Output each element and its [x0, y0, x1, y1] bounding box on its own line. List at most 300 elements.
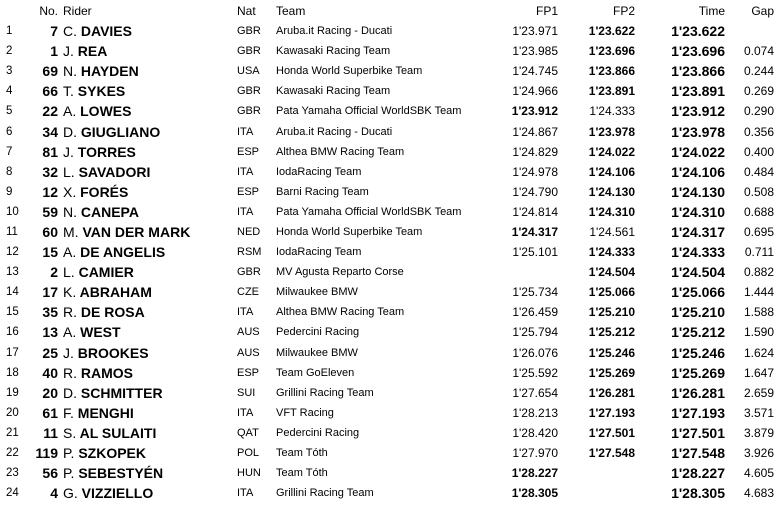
- row-rider: [61, 121, 237, 141]
- row-nat: USA: [237, 65, 260, 78]
- table-row: [0, 282, 782, 302]
- row-fp1: 1'26.459: [512, 305, 558, 320]
- row-rider: [61, 202, 237, 222]
- row-team: Honda World Superbike Team: [276, 225, 423, 238]
- row-time: 1'27.501: [671, 424, 725, 441]
- row-number: 22: [42, 103, 58, 120]
- rider-surname: CAMIER: [78, 264, 134, 281]
- row-gap: 1.647: [743, 365, 774, 380]
- row-nat: ITA: [237, 165, 254, 178]
- rider-surname: MENGHI: [77, 404, 134, 421]
- row-fp1: 1'28.420: [512, 425, 558, 440]
- row-team: Althea BMW Racing Team: [276, 145, 405, 158]
- row-rider: [61, 81, 237, 101]
- row-rider: [61, 282, 237, 302]
- row-number: 20: [42, 384, 58, 401]
- row-nat: ITA: [237, 205, 254, 218]
- row-fp2: 1'24.333: [589, 104, 635, 119]
- row-pos: 4: [6, 85, 13, 98]
- row-fp1: 1'23.912: [511, 104, 558, 119]
- row-team: Milwaukee BMW: [276, 286, 358, 299]
- row-rider: [61, 142, 237, 162]
- row-nat: CZE: [237, 286, 259, 299]
- row-fp1: 1'28.213: [512, 405, 558, 420]
- rider-initial: C.: [63, 23, 77, 40]
- row-gap: 3.879: [743, 425, 774, 440]
- row-team: Pedercini Racing: [276, 326, 360, 339]
- row-pos: 21: [6, 426, 19, 439]
- row-fp1: 1'28.305: [511, 486, 558, 501]
- row-team: Team Tóth: [276, 467, 328, 480]
- row-gap: 4.683: [743, 486, 774, 501]
- table-row: [0, 202, 782, 222]
- row-rider: [61, 483, 237, 503]
- row-time: 1'24.317: [671, 223, 725, 240]
- row-time: 1'24.310: [671, 203, 725, 220]
- row-fp2: 1'27.501: [588, 425, 635, 440]
- row-number: 35: [42, 304, 58, 321]
- row-nat: ESP: [237, 145, 260, 158]
- row-fp1: 1'27.970: [512, 446, 558, 461]
- row-time: 1'27.193: [671, 404, 725, 421]
- header-row: [0, 0, 782, 21]
- row-pos: 1: [6, 25, 13, 38]
- rider-initial: R.: [63, 304, 77, 321]
- row-rider: [61, 403, 237, 423]
- row-team: Aruba.it Racing - Ducati: [276, 125, 393, 138]
- table-row: [0, 322, 782, 342]
- row-gap: 1.624: [743, 345, 774, 360]
- rider-surname: SCHMITTER: [80, 384, 163, 401]
- row-number: 119: [35, 445, 58, 462]
- row-team: Team Tóth: [276, 447, 328, 460]
- rider-initial: N.: [63, 63, 77, 80]
- row-nat: GBR: [237, 85, 261, 98]
- rider-initial: D.: [63, 384, 77, 401]
- row-fp1: 1'25.592: [512, 365, 558, 380]
- row-gap: [725, 21, 782, 41]
- rider-initial: T.: [63, 83, 74, 100]
- row-fp2: 1'23.622: [588, 24, 635, 39]
- row-nat: SUI: [237, 386, 256, 399]
- row-team: MV Agusta Reparto Corse: [276, 266, 404, 279]
- row-time: 1'25.246: [671, 344, 725, 361]
- rider-initial: J.: [63, 143, 74, 160]
- row-rider: [61, 322, 237, 342]
- table-row: [0, 142, 782, 162]
- row-gap: 0.290: [743, 104, 774, 119]
- rider-initial: G.: [63, 485, 78, 502]
- row-team: Kawasaki Racing Team: [276, 85, 391, 98]
- table-row: [0, 121, 782, 141]
- table-row: [0, 182, 782, 202]
- table-row: [0, 302, 782, 322]
- header-nat: Nat: [237, 3, 256, 18]
- row-fp2: 1'24.130: [588, 184, 635, 199]
- row-number: 66: [42, 83, 58, 100]
- row-fp2: 1'24.106: [588, 164, 635, 179]
- table-row: [0, 21, 782, 41]
- row-time: 1'24.130: [671, 183, 725, 200]
- row-number: 69: [42, 63, 58, 80]
- rider-initial: J.: [63, 43, 74, 60]
- row-rider: [61, 363, 237, 383]
- rider-surname: HAYDEN: [80, 63, 139, 80]
- row-fp1: 1'25.101: [512, 245, 558, 260]
- table-row: [0, 242, 782, 262]
- rider-surname: BROOKES: [77, 344, 149, 361]
- row-number: 1: [50, 43, 58, 60]
- row-time: 1'26.281: [671, 384, 725, 401]
- row-number: 12: [42, 183, 58, 200]
- row-time: 1'24.504: [671, 264, 725, 281]
- rider-surname: TORRES: [77, 143, 136, 160]
- row-team: Barni Racing Team: [276, 185, 369, 198]
- row-pos: 22: [6, 447, 19, 460]
- table-row: [0, 162, 782, 182]
- row-fp2: 1'25.066: [588, 285, 635, 300]
- rider-surname: VAN DER MARK: [82, 223, 191, 240]
- row-number: 81: [42, 143, 58, 160]
- row-time: 1'24.106: [671, 163, 725, 180]
- table-row: [0, 222, 782, 242]
- table-row: [0, 101, 782, 121]
- row-fp2: 1'25.246: [588, 345, 635, 360]
- row-fp2: 1'24.333: [588, 245, 635, 260]
- row-time: 1'25.210: [671, 304, 725, 321]
- rider-surname: DE ROSA: [80, 304, 145, 321]
- row-gap: 0.688: [743, 204, 774, 219]
- rider-surname: ABRAHAM: [79, 284, 152, 301]
- table-row: [0, 363, 782, 383]
- row-time: 1'23.891: [671, 83, 725, 100]
- rider-initial: S.: [63, 424, 77, 441]
- row-gap: 0.882: [743, 265, 774, 280]
- row-rider: [61, 21, 237, 41]
- rider-initial: P.: [63, 465, 75, 482]
- row-number: 13: [42, 324, 58, 341]
- row-rider: [61, 262, 237, 282]
- row-pos: 12: [6, 246, 19, 259]
- row-pos: 23: [6, 467, 19, 480]
- rider-surname: RAMOS: [80, 364, 134, 381]
- rider-surname: SZKOPEK: [78, 445, 147, 462]
- row-time: 1'23.696: [671, 43, 725, 60]
- row-gap: 0.695: [743, 224, 774, 239]
- row-nat: GBR: [237, 105, 261, 118]
- row-time: 1'25.269: [671, 364, 725, 381]
- table-row: [0, 443, 782, 463]
- row-pos: 10: [6, 205, 19, 218]
- row-team: IodaRacing Team: [276, 165, 362, 178]
- row-pos: 16: [6, 326, 19, 339]
- header-time: Time: [698, 3, 725, 18]
- rider-surname: GIUGLIANO: [80, 123, 161, 140]
- rider-initial: K.: [63, 284, 77, 301]
- header-team: Team: [276, 3, 306, 18]
- row-team: VFT Racing: [276, 406, 334, 419]
- row-team: Team GoEleven: [276, 366, 355, 379]
- table-row: [0, 343, 782, 363]
- rider-initial: D.: [63, 123, 77, 140]
- row-fp1: 1'24.978: [512, 164, 558, 179]
- row-fp2: [558, 483, 635, 503]
- row-number: 60: [42, 223, 58, 240]
- row-fp1: 1'24.790: [512, 184, 558, 199]
- row-number: 25: [42, 344, 58, 361]
- rider-initial: X.: [63, 183, 77, 200]
- row-fp2: 1'27.193: [588, 405, 635, 420]
- row-time: 1'25.066: [671, 284, 725, 301]
- row-number: 59: [42, 203, 58, 220]
- row-rider: [61, 443, 237, 463]
- row-nat: GBR: [237, 25, 261, 38]
- row-fp1: 1'25.734: [512, 285, 558, 300]
- rider-initial: N.: [63, 203, 77, 220]
- row-time: 1'24.333: [671, 244, 725, 261]
- row-time: 1'27.548: [671, 445, 725, 462]
- row-rider: [61, 343, 237, 363]
- rider-initial: M.: [63, 223, 79, 240]
- row-number: 40: [42, 364, 58, 381]
- row-number: 7: [50, 23, 58, 40]
- row-gap: 1.588: [743, 305, 774, 320]
- row-fp2: 1'25.212: [588, 325, 635, 340]
- row-fp2: 1'24.561: [589, 224, 635, 239]
- row-rider: [61, 222, 237, 242]
- row-pos: 7: [6, 145, 13, 158]
- row-pos: 8: [6, 165, 13, 178]
- row-pos: 3: [6, 65, 13, 78]
- row-nat: GBR: [237, 45, 261, 58]
- row-fp2: 1'25.210: [588, 305, 635, 320]
- rider-initial: A.: [63, 244, 77, 261]
- row-pos: 5: [6, 105, 13, 118]
- row-fp1: 1'23.971: [512, 24, 558, 39]
- row-rider: [61, 162, 237, 182]
- row-fp2: 1'23.891: [588, 84, 635, 99]
- row-rider: [61, 101, 237, 121]
- row-fp1: 1'28.227: [511, 466, 558, 481]
- row-fp1: 1'24.745: [512, 64, 558, 79]
- row-number: 32: [42, 163, 58, 180]
- row-number: 2: [50, 264, 58, 281]
- row-fp1: 1'24.966: [512, 84, 558, 99]
- row-gap: 0.484: [743, 164, 774, 179]
- row-pos: 24: [6, 487, 19, 500]
- row-number: 15: [42, 244, 58, 261]
- row-nat: POL: [237, 447, 260, 460]
- row-pos: 6: [6, 125, 13, 138]
- row-team: Pata Yamaha Official WorldSBK Team: [276, 105, 462, 118]
- row-gap: 1.590: [743, 325, 774, 340]
- table-body: [0, 21, 782, 503]
- rider-initial: A.: [63, 324, 77, 341]
- row-number: 56: [42, 465, 58, 482]
- row-team: Grillini Racing Team: [276, 487, 374, 500]
- row-pos: 17: [6, 346, 19, 359]
- header-fp2: FP2: [612, 3, 635, 18]
- rider-surname: SYKES: [77, 83, 126, 100]
- row-nat: GBR: [237, 266, 261, 279]
- table-row: [0, 61, 782, 81]
- row-team: IodaRacing Team: [276, 246, 362, 259]
- row-number: 34: [42, 123, 58, 140]
- rider-surname: LOWES: [80, 103, 132, 120]
- row-nat: ITA: [237, 306, 254, 319]
- row-nat: AUS: [237, 326, 260, 339]
- row-gap: 0.711: [744, 245, 774, 260]
- rider-surname: REA: [77, 43, 108, 60]
- rider-surname: DAVIES: [80, 23, 132, 40]
- row-pos: 2: [6, 45, 13, 58]
- row-fp2: 1'23.978: [588, 124, 635, 139]
- row-fp2: 1'24.504: [588, 265, 635, 280]
- row-team: Pata Yamaha Official WorldSBK Team: [276, 205, 462, 218]
- row-gap: 2.659: [743, 385, 774, 400]
- row-fp1: 1'25.794: [512, 325, 558, 340]
- row-time: 1'28.305: [671, 485, 725, 502]
- row-time: 1'24.022: [671, 143, 725, 160]
- table-row: [0, 483, 782, 503]
- table-row: [0, 41, 782, 61]
- row-team: Grillini Racing Team: [276, 386, 374, 399]
- row-gap: 0.356: [743, 124, 774, 139]
- row-rider: [61, 61, 237, 81]
- row-number: 61: [42, 404, 58, 421]
- row-time: 1'23.912: [671, 103, 725, 120]
- header-pos: [0, 0, 28, 21]
- rider-surname: CANEPA: [80, 203, 139, 220]
- row-time: 1'28.227: [671, 465, 725, 482]
- row-fp1: 1'23.985: [512, 44, 558, 59]
- row-nat: ESP: [237, 366, 260, 379]
- row-fp1: 1'24.317: [511, 224, 558, 239]
- rider-initial: A.: [63, 103, 77, 120]
- rider-surname: DE ANGELIS: [80, 244, 166, 261]
- row-nat: QAT: [237, 426, 259, 439]
- row-gap: 3.926: [743, 446, 774, 461]
- row-nat: ITA: [237, 487, 254, 500]
- row-pos: 15: [6, 306, 19, 319]
- row-pos: 20: [6, 406, 19, 419]
- row-rider: [61, 383, 237, 403]
- row-fp2: 1'23.866: [588, 64, 635, 79]
- rider-surname: WEST: [80, 324, 121, 341]
- rider-surname: AL SULAITI: [79, 424, 157, 441]
- row-rider: [61, 463, 237, 483]
- table-row: [0, 403, 782, 423]
- row-fp2: 1'24.022: [588, 144, 635, 159]
- row-nat: HUN: [237, 467, 261, 480]
- rider-initial: L.: [63, 163, 75, 180]
- row-time: 1'25.212: [671, 324, 725, 341]
- row-pos: 18: [6, 366, 19, 379]
- row-team: Honda World Superbike Team: [276, 65, 423, 78]
- rider-initial: R.: [63, 364, 77, 381]
- row-fp1: 1'26.076: [512, 345, 558, 360]
- row-pos: 13: [6, 266, 19, 279]
- rider-initial: J.: [63, 344, 74, 361]
- row-rider: [61, 41, 237, 61]
- row-gap: 3.571: [743, 405, 774, 420]
- rider-initial: F.: [63, 404, 74, 421]
- rider-surname: VIZZIELLO: [81, 485, 154, 502]
- row-gap: 0.244: [743, 64, 774, 79]
- row-fp2: [558, 463, 635, 483]
- header-rider: Rider: [63, 3, 92, 18]
- table-row: [0, 423, 782, 443]
- table-row: [0, 81, 782, 101]
- rider-surname: SEBESTYÉN: [78, 465, 164, 482]
- table-row: [0, 463, 782, 483]
- rider-surname: SAVADORI: [78, 163, 151, 180]
- row-nat: AUS: [237, 346, 260, 359]
- row-fp2: 1'23.696: [588, 44, 635, 59]
- row-time: 1'23.622: [671, 23, 725, 40]
- row-time: 1'23.866: [671, 63, 725, 80]
- table-row: [0, 383, 782, 403]
- row-nat: ITA: [237, 125, 254, 138]
- row-nat: ESP: [237, 185, 260, 198]
- row-pos: 14: [6, 286, 19, 299]
- row-rider: [61, 302, 237, 322]
- row-team: Kawasaki Racing Team: [276, 45, 391, 58]
- row-number: 4: [50, 485, 58, 502]
- row-fp1: [476, 262, 558, 282]
- row-fp1: 1'24.867: [512, 124, 558, 139]
- header-gap: Gap: [751, 3, 774, 18]
- row-number: 11: [43, 424, 58, 441]
- row-fp1: 1'24.829: [512, 144, 558, 159]
- row-time: 1'23.978: [671, 123, 725, 140]
- header-fp1: FP1: [535, 3, 558, 18]
- row-team: Aruba.it Racing - Ducati: [276, 25, 393, 38]
- row-team: Milwaukee BMW: [276, 346, 358, 359]
- row-rider: [61, 242, 237, 262]
- row-gap: 4.605: [743, 466, 774, 481]
- row-nat: RSM: [237, 246, 262, 259]
- row-team: Pedercini Racing: [276, 426, 360, 439]
- row-pos: 11: [6, 225, 18, 238]
- row-nat: ITA: [237, 406, 254, 419]
- row-gap: 0.508: [743, 184, 774, 199]
- row-gap: 1.444: [743, 285, 774, 300]
- row-fp1: 1'24.814: [512, 204, 558, 219]
- row-fp2: 1'25.269: [588, 365, 635, 380]
- row-number: 17: [42, 284, 58, 301]
- rider-initial: L.: [63, 264, 75, 281]
- header-no: No.: [39, 3, 58, 18]
- row-nat: NED: [237, 225, 261, 238]
- row-gap: 0.269: [743, 84, 774, 99]
- row-fp2: 1'24.310: [588, 204, 635, 219]
- row-pos: 19: [6, 386, 19, 399]
- table-row: [0, 262, 782, 282]
- row-fp1: 1'27.654: [512, 385, 558, 400]
- row-rider: [61, 182, 237, 202]
- table-header: [0, 0, 782, 21]
- row-gap: 0.074: [743, 44, 774, 59]
- row-fp2: 1'26.281: [588, 385, 635, 400]
- row-pos: 9: [6, 185, 13, 198]
- row-gap: 0.400: [743, 144, 774, 159]
- rider-initial: P.: [63, 445, 75, 462]
- row-team: Althea BMW Racing Team: [276, 306, 405, 319]
- row-rider: [61, 423, 237, 443]
- row-fp2: 1'27.548: [588, 446, 635, 461]
- rider-surname: FORÉS: [80, 183, 129, 200]
